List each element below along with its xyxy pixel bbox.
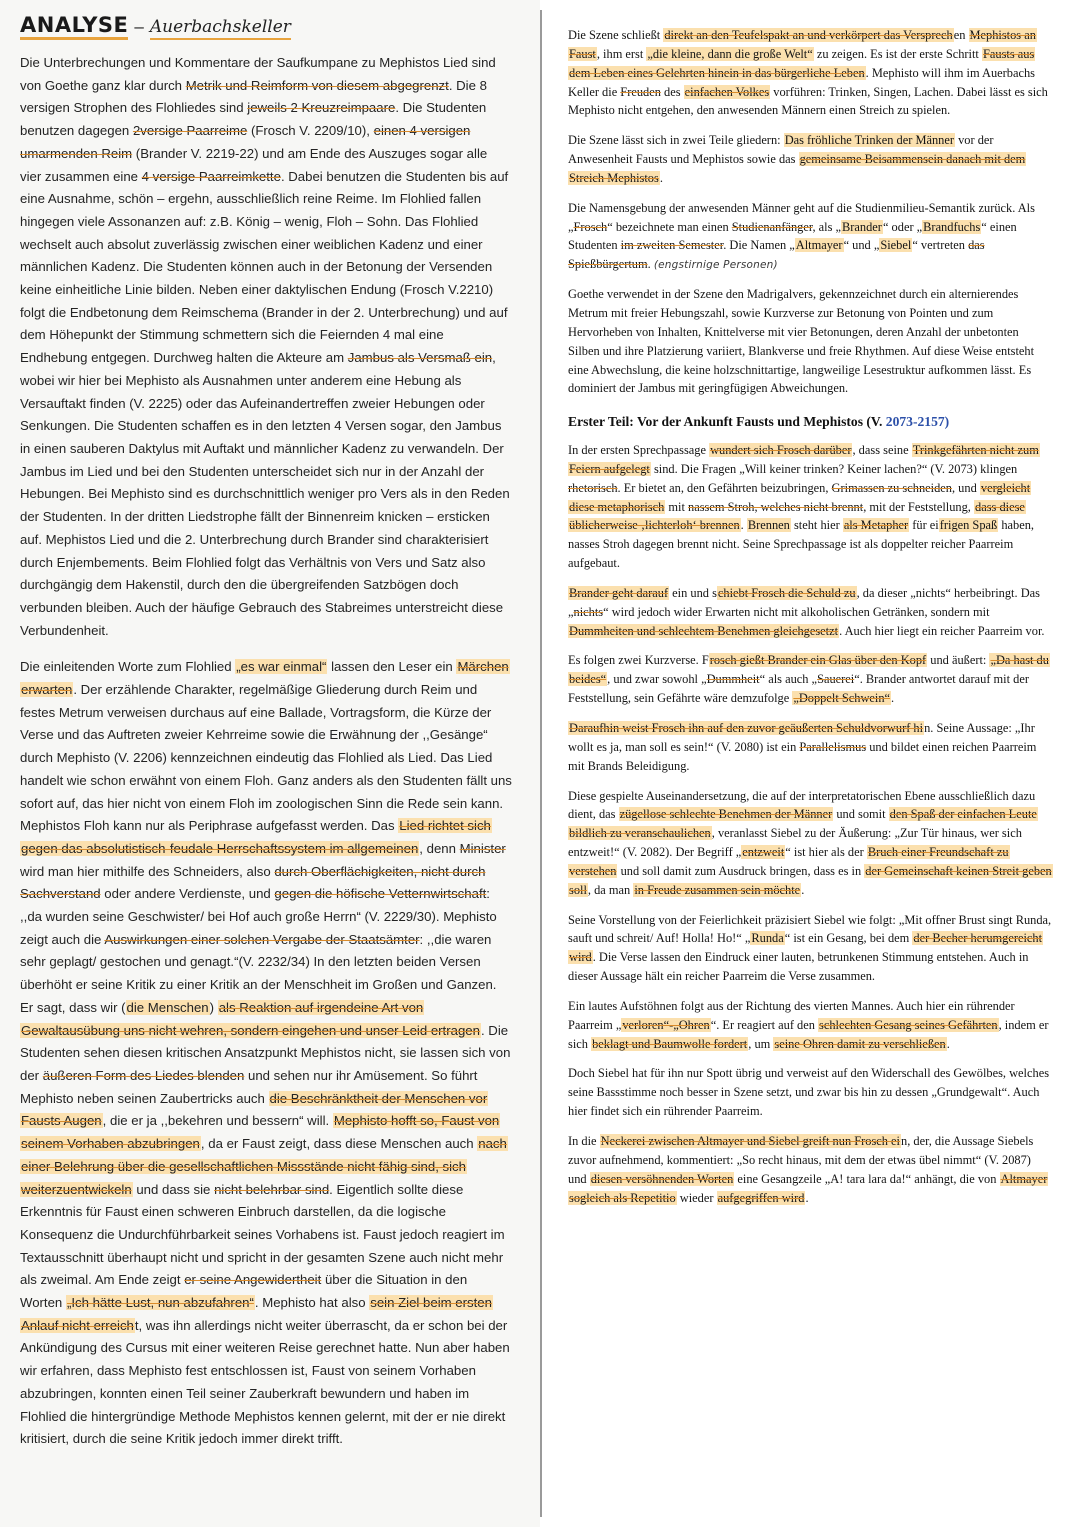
annotated-text-run: Altmayer	[795, 238, 843, 253]
annotated-text-run: direkt an den Teufelspakt an und verkörpert das Versprech	[664, 28, 953, 42]
text-run: Es folgen zwei Kurzverse. F	[568, 653, 709, 668]
text-run: , da man	[587, 882, 634, 897]
text-run: .	[448, 77, 457, 93]
annotated-text-run: wundert sich Frosch darüber	[710, 443, 852, 457]
text-run: , dass seine	[852, 443, 912, 457]
annotated-text-run: Studienanfänger	[731, 219, 813, 234]
text-run: .	[946, 1036, 950, 1051]
annotated-text-run: „Da hast du beides“	[569, 653, 1049, 687]
annotated-text-run: Fausts aus dem Leben eines Gelehrten hinein in das bürgerliche Leben	[569, 46, 1035, 80]
text-run: “ wird jedoch wider Erwarten nicht mit alkoholischen Getränken, sondern mit	[603, 604, 990, 619]
annotated-text-run: diesen versöhnenden Worten	[590, 1171, 734, 1186]
annotated-text-run: Auswirkungen einer solchen Vergabe der Staatsämter	[104, 931, 420, 947]
annotated-text-run: der Becher herumgereicht wird	[569, 931, 1043, 965]
annotated-text-run: entzweit	[742, 845, 785, 860]
paragraph	[20, 656, 512, 1451]
annotated-text-run: in Freude zusammen sein möchte	[634, 882, 801, 897]
text-run: Die Szene lässt sich in zwei Teile gliedern:	[568, 133, 784, 148]
annotated-text-run: Märchen erwarten	[21, 659, 509, 698]
annotated-text-run: nicht belehrbar sind	[214, 1181, 330, 1197]
paragraph	[568, 584, 1052, 641]
title-dash: –	[134, 17, 144, 36]
annotated-text-run: Das fröhliche Trinken der Männer	[784, 133, 954, 148]
annotated-text-run: durch Oberflächigkeiten, nicht durch Sachverstand	[20, 863, 486, 902]
text-run: n. Seine Aussage: „Ihr wollt es ja, man soll es sein!“ (V. 2080) ist ein	[568, 720, 1035, 754]
annotated-text-run: nach einer Belehrung über die gesellschaftlichen Missstände nicht fähig sind, sich weiterzuentwickeln	[21, 1136, 507, 1197]
annotated-text-run: Altmayer sogleich als Repetitio	[569, 1171, 1048, 1205]
paragraph	[568, 441, 1052, 573]
text-run: des	[660, 84, 684, 99]
annotated-text-run: die Beschränktheit der Menschen vor Fausts Augen	[21, 1090, 488, 1129]
text-run: .	[659, 170, 663, 185]
paragraph	[568, 199, 1052, 274]
annotated-text-run: sein Ziel beim ersten Anlauf nicht erreich	[21, 1295, 492, 1333]
page-title	[20, 14, 512, 40]
annotated-text-run: rosch gießt Brander ein Glas über den Kopf	[709, 653, 927, 668]
text-run: . Die Studenten sehen diesen kritischen Ansatzpunkt Mephistos nicht, sie lassen sich von der	[20, 1022, 511, 1083]
text-run: und soll damit zum Ausdruck bringen, dass es in	[617, 863, 865, 878]
text-run: (Brander V. 2219-22) und am Ende des Auszuges sogar alle vier zusammen eine	[20, 145, 488, 184]
annotated-text-run: Bruch einer Freundschaft zu verstehen	[569, 845, 1009, 878]
text-run: über die Situation in den Worten	[20, 1272, 468, 1311]
text-run: Seine Vorstellung von der Feierlichkeit präzisiert Siebel wie folgt: „Mit offner Brust singt Runda, sauft und schreit/ Auf! Holla! Ho!“ „	[568, 912, 1052, 946]
annotated-text-run: die Menschen	[126, 999, 209, 1015]
text-run: “ vertreten	[912, 238, 969, 253]
paragraph	[568, 1132, 1052, 1207]
text-run: ein und s	[669, 585, 717, 600]
annotated-text-run: (engstirnige Personen)	[653, 259, 778, 272]
annotated-text-run: „Ich hätte Lust, nun abzufahren“	[66, 1295, 254, 1311]
section-heading	[568, 412, 1052, 432]
annotated-text-run: äußeren Form des Liedes blenden	[42, 1067, 245, 1083]
annotated-text-run: Frosch	[573, 219, 608, 234]
text-run: “ ist hier als der	[785, 845, 867, 860]
annotated-text-run: Brennen	[747, 518, 790, 533]
text-run: Goethe verwendet in der Szene den Madrigalvers, gekennzeichnet durch ein alternierendes Metrum mit freier Hebungszahl, sowie Kurzverse zur Betonung von Pointen und zum Hervorheben von Inhalten, Knittelverse mit vier Betonungen, deren Anzahl der unbetonten Silben und ihre Platzierung variiert, Blankverse und freie Rhythmen. Auf diese Weise entsteht eine Abwechslung, die keine holzschnittartige, langweilige Lesestruktur aufkommen lässt. Es dominiert der Jambus mit geringfügigen Abweichungen.	[568, 287, 1035, 396]
text-run: t, was ihn allerdings nicht weiter überrascht, da er schon bei der Ankündigung des Cursus mit einer weiteren Reise gerechnet hatte. Nun aber haben wir erfahren, dass Mephisto fest entschlossen ist, Faust von seinem Vorhaben abzubringen, konnten einen Teil seiner Zauberkraft bewundern und haben im Flohlied die hintergründige Methode Mephistos kennen gelernt, mit der er nie direkt kritisiert, durch die seine Kritik jedoch immer direkt trifft.	[20, 1317, 510, 1447]
annotated-text-run: schlechten Gesang seines Gefährten	[819, 1017, 998, 1032]
paragraph	[568, 719, 1052, 776]
paragraph	[568, 787, 1052, 900]
annotated-text-run: Lied richtet sich gegen das absolutistisch-feudale Herrschaftssystem im allgemeinen	[21, 818, 491, 856]
text-run: , da er Faust zeigt, dass diese Menschen auch	[200, 1136, 478, 1152]
text-run: “ einen Studenten	[568, 219, 1017, 253]
annotated-text-run: im zweiten Semester	[620, 238, 724, 253]
annotated-text-run: Daraufhin weist Frosch ihn auf den zuvor geäußerten Schuldvorwurf hi	[569, 720, 924, 735]
text-run: . Dabei benutzen die Studenten bis auf eine Ausnahme, schön – ergehn, ausschließlich reine Reime. Im Flohlied fallen hingegen viele Assonanzen auf: z.B. König – wenig, Floh – Sohn. Das Flohlied wechselt auch absolut zuverlässig zwischen einer weiblichen Kadenz und einer männlichen Kadenz. Die Studenten können auch in der Betonung der Versenden keine einheitliche Linie bilden. Neben einer daktylischen Endung (Frosch V.2210) folgt die Endbetonung dem Reimschema (Brander in der 2. Unterbrechung) und auf dem Höhepunkt der Stimmung schmettern sich die Feiernden 4 mal eine Endhebung entgegen. Durchweg halten die Akteure am	[20, 168, 509, 366]
text-run: und somit	[833, 807, 889, 822]
annotated-text-run: der Gemeinschaft keinen Streit geben soll	[569, 863, 1052, 897]
text-run: , indem er sich	[568, 1017, 1049, 1051]
text-run: oder andere Verdienste, und	[100, 886, 275, 902]
text-run: und sehen nur ihr Amüsement. So führt Mephisto neben seinen Zaubertricks auch	[20, 1067, 478, 1106]
annotated-text-run: nassem Stroh, welches nicht brennt	[688, 499, 864, 514]
text-run: . Der erzählende Charakter, regelmäßige Gliederung durch Reim und festes Metrum verweisen durchaus auf eine Ballade, Vortragsform, die Kürze der Verse und das Auftreten zweier Kehrreime sowie die Erwähnung der ,,Gesänge“ durch Mephisto (V. 2206) kennzeichnen eindeutig das Flohlied als Lied. Das Lied handelt wie schon erwähnt von einem Floh. Ganz anders als den Studenten fällt uns sofort auf, das hier nicht von einem Floh im zoologischen Sinn die Rede sein kann. Mephistos Floh kann nur als Periphrase aufgefasst werden. Das	[20, 682, 512, 834]
text-run: und äußert:	[927, 653, 990, 668]
annotated-text-run: „die kleine, dann die große Welt“	[647, 46, 813, 61]
text-run: “ ist ein Gesang, bei dem	[784, 931, 913, 946]
text-run: “ als auch „	[759, 672, 818, 687]
annotated-text-run: aufgegriffen wird	[717, 1190, 805, 1205]
annotated-text-run: zügellose schlechte Benehmen der Männer	[619, 807, 833, 822]
annotated-text-run: Neckerei zwischen Altmayer und Siebel greift nun Frosch ei	[600, 1134, 901, 1148]
annotated-text-run: Sauerei	[817, 672, 855, 687]
text-run: sind. Die Fragen „Will keiner trinken? Keiner lachen?“ (V. 2073) klingen	[650, 461, 1018, 476]
text-run: , da dieser „nichts“ herbeibringt. Das „	[568, 585, 1040, 619]
annotated-text-run: Brander geht darauf	[569, 585, 669, 600]
text-run: n, der, die Aussage Siebels zuvor aufnehmend, kommentiert: „So recht hinaus, mit dem der etwas übel nimmt“ (V. 2087) und	[568, 1134, 1034, 1186]
annotated-text-run: dass diese üblicherweise ‚lichterloh‘ brennen	[569, 499, 1025, 533]
text-run: en	[953, 28, 969, 42]
text-run: . Eigentlich sollte diese Erkenntnis für Faust einen schweren Einbruch darstellen, da die logische Konsequenz die Undurchführbarkeit seines Vorhabens ist. Faust jedoch reagiert im Textausschnitt überhaupt nicht und spricht in der gesamten Szene auch nicht mehr als zweimal. Am Ende zeigt	[20, 1181, 505, 1288]
annotated-text-run: Metrik und Reimform von diesem abgegrenzt	[185, 77, 449, 93]
text-run: und dass sie	[132, 1181, 215, 1197]
annotated-text-run: Parallelismus	[799, 739, 867, 754]
annotated-text-run: einen 4 versigen umarmenden Reim	[20, 123, 471, 161]
annotated-text-run: „Doppelt Schwein“	[793, 691, 891, 706]
text-run: wird man hier mithilfe des Schneiders, also	[20, 863, 275, 879]
text-run: .	[805, 1190, 809, 1205]
text-run: , und	[951, 480, 980, 495]
text-run: . Er bietet an, den Gefährten beizubringen,	[617, 480, 832, 495]
text-run: “. Brander antwortet darauf mit der Feststellung, sein Gefährte wäre demzufolge	[568, 672, 1029, 706]
paragraph	[568, 911, 1052, 986]
text-run: “ und „	[843, 238, 880, 253]
text-run: , um	[748, 1036, 774, 1051]
paragraph	[20, 52, 512, 642]
annotated-text-run: jeweils 2 Kreuzreimpaare	[247, 100, 396, 116]
text-run: zu zeigen. Es ist der erste Schritt	[813, 46, 982, 61]
title-subtitle: Auerbachskeller	[150, 17, 291, 40]
text-run: .	[740, 518, 747, 533]
annotated-text-run: 2versige Paarreime	[132, 123, 248, 139]
annotated-text-run: das Spießbürgertum	[568, 238, 985, 272]
annotated-text-run: „es war einmal“	[236, 659, 327, 675]
section-heading-text: Erster Teil: Vor der Ankunft Fausts und Mephistos (V.	[568, 414, 883, 430]
annotated-text-run: Grimassen zu schneiden	[831, 480, 952, 495]
text-run: , denn	[419, 840, 460, 856]
text-run: , als „	[812, 219, 842, 234]
text-run: “. Er reagiert auf den	[710, 1017, 819, 1032]
text-run: . Die	[395, 100, 427, 116]
annotated-text-run: gegen die höfische Vetternwirtschaft	[274, 886, 487, 902]
annotated-text-run: Jambus als Versmaß ein	[347, 350, 493, 366]
annotated-text-run: seine Ohren damit zu verschließen	[774, 1036, 946, 1051]
text-run: wieder	[676, 1190, 717, 1205]
annotated-text-run: Runda	[751, 931, 784, 946]
text-run: , und zwar sowohl „	[607, 672, 707, 687]
annotated-text-run: frigen Spaß	[939, 518, 998, 533]
text-run: .	[647, 257, 654, 272]
annotated-text-run: einfachen Volkes	[684, 84, 770, 99]
annotated-text-run: verloren“-„Ohren	[622, 1017, 710, 1032]
text-run: Die Unterbrechungen und Kommentare der Saufkumpane zu Mephistos Lied	[20, 55, 472, 71]
annotated-text-run: Minister	[459, 840, 506, 856]
text-run: .	[801, 882, 805, 897]
annotated-text-run: gemeinsame Beisammensein danach mit dem Streich Mephistos	[569, 152, 1026, 185]
paragraph	[568, 997, 1052, 1054]
annotated-text-run: Dummheiten und schlechtem Benehmen gleichgesetzt	[569, 623, 839, 638]
text-run: : ,,die waren sehr geplagt/ gestochen und genagt.“(V. 2232/34) In den letzten beiden Versen überhöht er seine Kritik zu einer Kritik an der Menschheit im Großen und Ganzen. Er sagt, dass wir (	[20, 931, 497, 1015]
text-run: Die einleitenden Worte zum Flohlied	[20, 659, 236, 675]
text-run: , veranlasst Siebel zu der Äußerung: „Zur Tür hinaus, wer sich entzweit!“ (V. 2082). Der Begriff „	[568, 826, 1022, 860]
text-run: Ein lautes Aufstöhnen folgt aus der Richtung des vierten Mannes. Auch hier ein rührender Paarreim „	[568, 998, 1015, 1032]
text-run: . Die Namen „	[723, 238, 795, 253]
annotated-text-run: als Reaktion auf irgendeine Art von Gewaltausübung uns nicht wehren, sondern eingehen und unser Leid ertragen	[21, 999, 480, 1038]
text-run: : ,,da wurden seine Geschwister/ bei Hof auch große Herrn“ (V. 2229/30). Mephisto zeigt auch die	[20, 886, 497, 947]
text-run: Die 8 versigen Strophen des Flohliedes sind	[20, 77, 487, 116]
text-run: . Die Verse lassen den Eindruck einer lauten, betrunkenen Stimmung entstehen. Auch in dieser Aussage hält ein reicher Paarreim die Verse zusammen.	[568, 950, 1029, 984]
annotated-text-run: vergleicht diese metaphorisch	[569, 480, 1031, 514]
text-run: und bildet einen reichen Paarreim mit Brands Beleidigung.	[568, 739, 1037, 773]
paragraph	[568, 1064, 1052, 1121]
text-run: vor der Anwesenheit Fausts und Mephistos sowie das	[568, 133, 994, 167]
text-run: vorführen: Trinken, Singen, Lachen. Dabei lässt es sich Mephisto nicht entgehen, den anwesenden Männern einen Streich zu spielen.	[568, 84, 1048, 118]
text-run: mit	[665, 499, 689, 514]
annotated-text-run: Brandfuchs	[923, 219, 981, 234]
text-run: In der ersten Sprechpassage	[568, 443, 710, 457]
right-body-text	[568, 26, 1052, 1207]
text-run: .	[891, 691, 895, 706]
annotated-text-run: beklagt und Baumwolle fordert	[592, 1036, 748, 1051]
annotated-text-run: Mephistos an Faust	[569, 28, 1036, 61]
section-heading-verse-range: 2073-2157)	[882, 414, 950, 430]
text-run: steht hier	[790, 518, 843, 533]
text-run: Doch Siebel hat für ihn nur Spott übrig und verweist auf den Widerschall des Gewölbes, welches seine Bassstimme noch besser in Szene setzt, und zwar bis hin zu dessen „Grundgewalt“. Auch hier findet sich ein rührender Paarreim.	[568, 1066, 1050, 1119]
paragraph	[568, 131, 1052, 188]
text-run: eine Gesangzeile „A! tara lara da!“ anhängt, die von	[734, 1171, 1000, 1186]
text-run: Die Namensgebung der anwesenden Männer geht auf die Studienmilieu-Semantik zurück. Als „	[568, 200, 1035, 234]
text-run: haben, nasses Stroh dagegen brennt nicht. Seine Sprechpassage ist als doppelter reicher Paarreim aufgebaut.	[568, 518, 1034, 571]
text-run: . Mephisto hat also	[254, 1295, 370, 1311]
annotated-text-run: nichts	[573, 604, 604, 619]
annotated-text-run: chiebt Frosch die Schuld zu	[717, 585, 856, 600]
annotated-text-run: Trinkgefährten nicht zum Feiern aufgelegt	[569, 443, 1039, 476]
annotated-text-run: als Metapher	[843, 518, 909, 533]
paragraph	[568, 651, 1052, 708]
text-run: , ihm erst	[596, 46, 647, 61]
text-run: lassen den Leser ein	[327, 659, 457, 675]
text-run: Diese gespielte Auseinandersetzung, die auf der interpretatorischen Ebene ausschließlich dazu dient, das	[568, 788, 1036, 822]
text-run: , wobei wir hier bei Mephisto als Ausnahmen unter anderem eine Hebung als Versauftakt finden (V. 2225) oder das Aufeinandertreffen zweier Hebungen oder Senkungen. Die Studenten schaffen es in den letzten 4 Versen sogar, den Jambus in einen sauberen Daktylus mit Auftakt und männlicher Kadenz zu verwandeln. Der Jambus im Lied und bei den Studenten unterscheidet sich nur in der Anzahl der Hebungen. Bei Mephisto sind es durchschnittlich weniger pro Vers als in den Reden der Studenten. In der dritten Liedstrophe fällt der Binnenreim knicken – ersticken auf. Mephistos Lied und die 2. Unterbrechung durch Brander sind charakterisiert durch Enjembements. Beim Flohlied folgt das Verhältnis von Vers und Satz also durchgängig dem Hakenstil, durch den die übergreifenden Satzbögen doch verbunden bleiben. Auch der häufige Gebrauch des Stabreimes unterstreicht diese Verbundenheit.	[20, 350, 510, 638]
annotated-text-run: Brander	[842, 219, 882, 234]
text-run: “ bezeichnete man einen	[607, 219, 732, 234]
annotated-text-run: rhetorisch	[568, 480, 618, 495]
annotated-text-run: Mephisto hofft so, Faust von seinem Vorhaben abzubringen	[21, 1113, 500, 1152]
annotated-text-run: Freuden	[620, 84, 661, 99]
annotated-text-run: Siebel	[880, 238, 912, 253]
annotated-text-run: Dummheit	[706, 672, 760, 687]
paragraph	[568, 26, 1052, 120]
text-run: (Frosch V. 2209/10),	[247, 123, 374, 139]
text-run: , mit der Feststellung,	[863, 499, 975, 514]
text-run: In die	[568, 1134, 600, 1148]
text-run: Die Szene schließt	[568, 28, 664, 42]
annotated-text-run: 4 versige Paarreimkette	[141, 168, 281, 184]
annotated-text-run: den Spaß der einfachen Leute bildlich zu veranschaulichen	[569, 807, 1037, 841]
text-run: , die er ja ,,bekehren und bessern“ will.	[102, 1113, 333, 1129]
text-run: . Mephisto will ihm im Auerbachs Keller die	[568, 65, 1035, 99]
text-run: für ei	[909, 518, 939, 533]
annotated-text-run: er seine Angewidertheit	[184, 1272, 322, 1288]
paragraph	[568, 285, 1052, 398]
title-main: ANALYSE	[20, 14, 128, 40]
left-body-text	[20, 52, 512, 1451]
text-run: Studenten benutzen dagegen	[20, 100, 487, 139]
right-column	[542, 0, 1080, 1527]
text-run: )	[209, 999, 218, 1015]
text-run: sind von Goethe ganz klar durch	[20, 55, 496, 93]
text-run: “ oder „	[882, 219, 923, 234]
text-run: . Auch hier liegt ein reicher Paarreim vor.	[839, 623, 1045, 638]
